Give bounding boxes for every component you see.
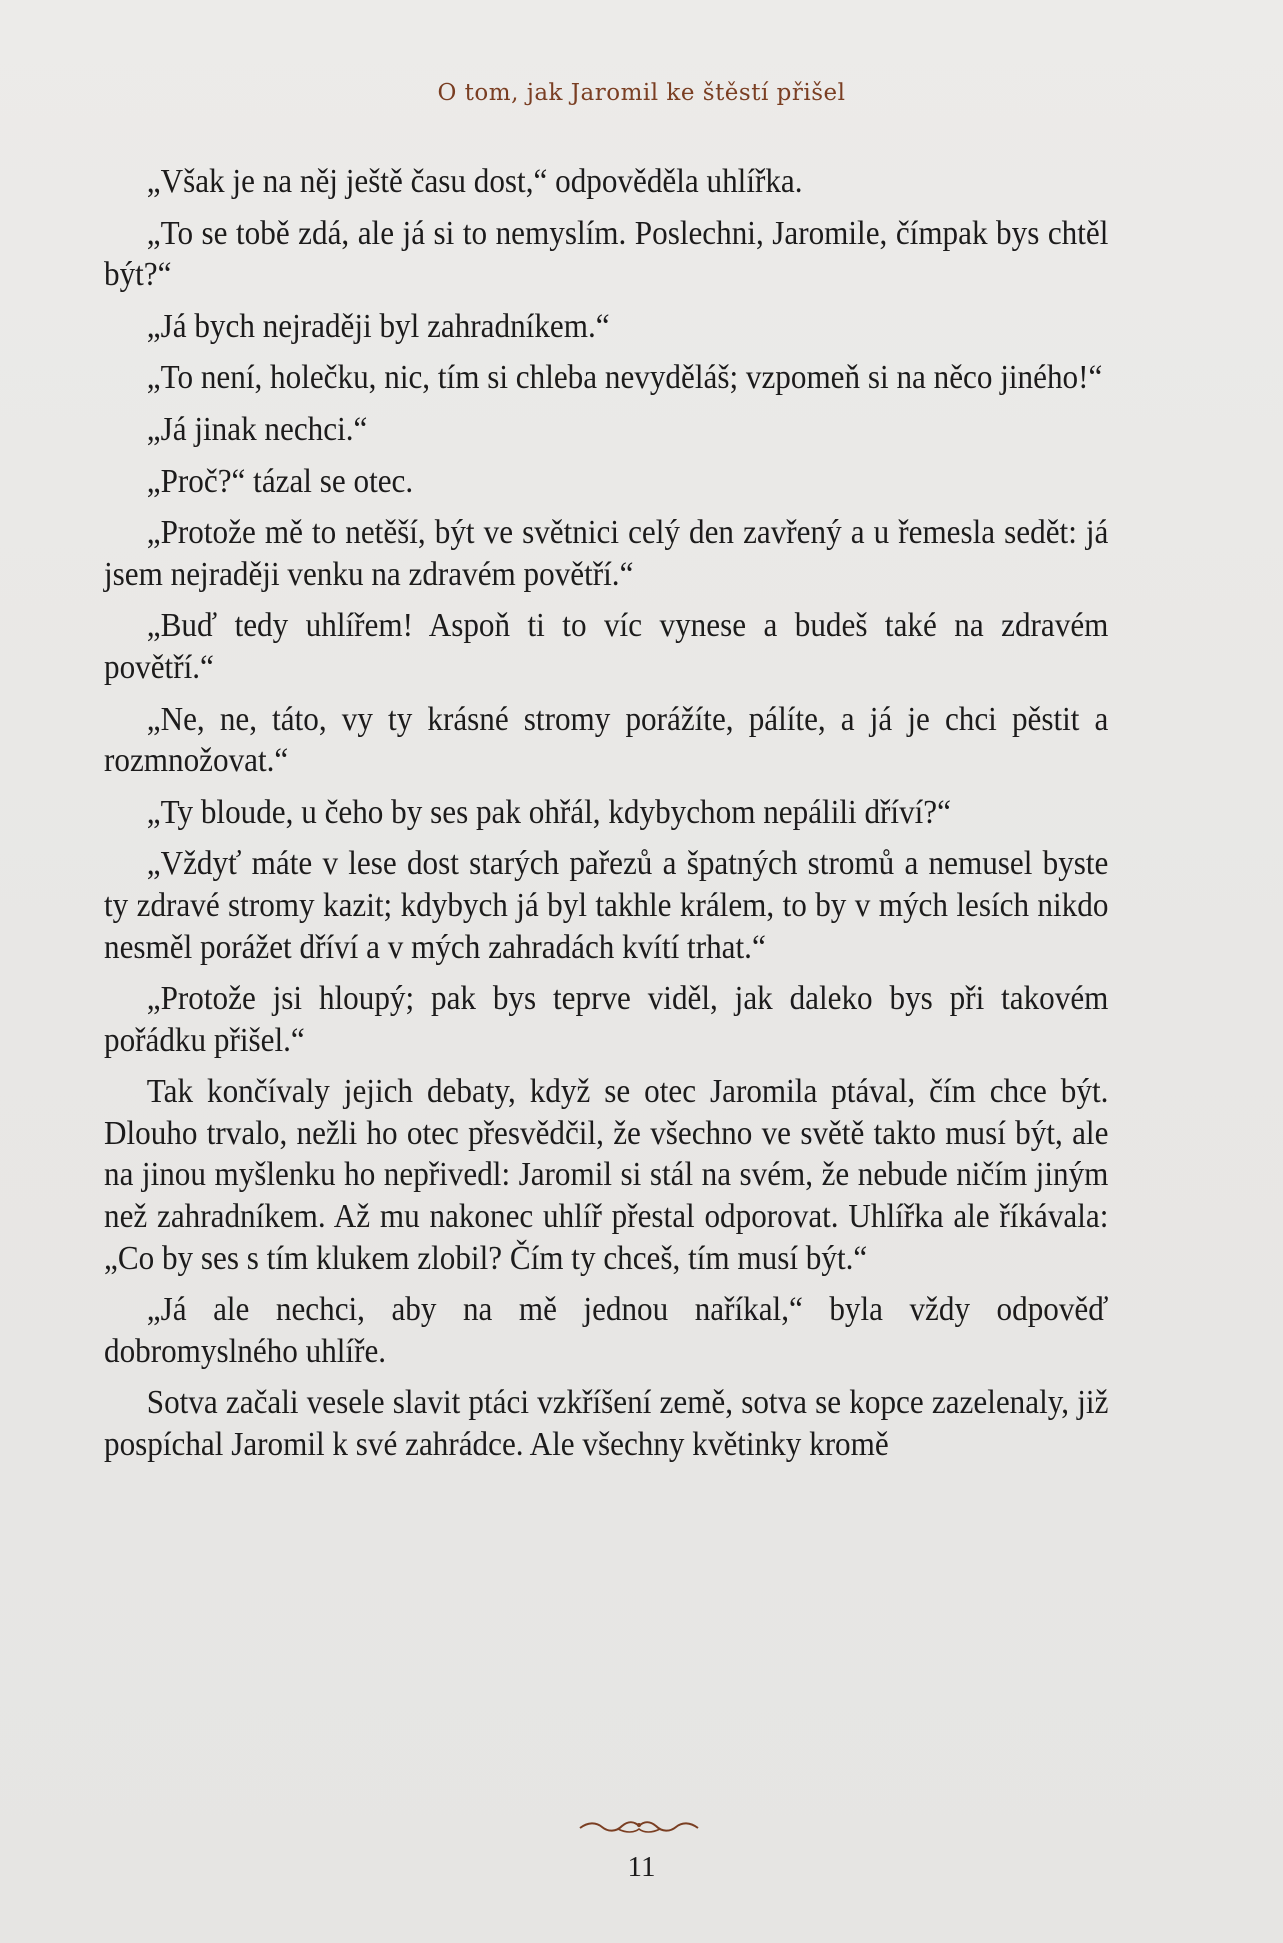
paragraph: „Protože jsi hloupý; pak bys teprve viděl, jak daleko bys při takovém pořádku přišel.“ — [104, 980, 1109, 1059]
paragraph: „Protože mě to netěší, být ve světnici celý den zavřený a u řemesla sedět: já jsem nejraději venku na zdravém povětří.“ — [104, 514, 1109, 593]
paragraph: „Ne, ne, táto, vy ty krásné stromy porážíte, pálíte, a já je chci pěstit a rozmnožovat.“ — [104, 700, 1109, 780]
paragraph: „To není, holečku, nic, tím si chleba nevyděláš; vzpomeň si na něco jiného!“ — [146, 359, 1103, 397]
paragraph: Tak končívaly jejich debaty, když se otec Jaromila ptával, čím chce být. Dlouho trvalo, nežli ho otec přesvědčil, že všechno ve světě takto musí být, ale na jinou myšlenku ho nepřivedl: Jaromil si stál na svém, že nebude ničím jiným než zahradníkem. Až mu nakonec uhlíř přestal odporovat. Uhlířka ale říkávala: „Co by ses s tím klukem zlobil? Čím ty chceš, tím musí být.“ — [104, 1073, 1109, 1277]
paragraph: „Buď tedy uhlířem! Aspoň ti to víc vynese a budeš také na zdravém povětří.“ — [104, 607, 1109, 686]
paragraph: Sotva začali vesele slavit ptáci vzkříšení země, sotva se kopce zazelenaly, již pospíchal Jaromil k své zahrádce. Ale všechny květinky kromě — [104, 1384, 1109, 1464]
paragraph: „Ty bloude, u čeho by ses pak ohřál, kdybychom nepálili dříví?“ — [146, 793, 951, 831]
paragraph: „Já bych nejraději byl zahradníkem.“ — [146, 307, 610, 345]
paragraph: „Však je na něj ještě času dost,“ odpověděla uhlířka. — [146, 163, 803, 200]
paragraph: „Proč?“ tázal se otec. — [146, 462, 414, 500]
running-header: O tom, jak Jaromil ke štěstí přišel — [437, 80, 846, 106]
paragraph: „Vždyť máte v lese dost starých pařezů a špatných stromů a nemusel byste ty zdravé stromy kazit; kdybych já byl takhle králem, to by v mých lesích nikdo nesměl porážet dříví a v mých zahradách kvítí trhat.“ — [104, 845, 1109, 966]
paragraph: „Já jinak nechci.“ — [146, 410, 368, 448]
page-number: 11 — [627, 1851, 656, 1883]
paragraph: „Já ale nechci, aby na mě jednou naříkal,“ byla vždy odpověď dobromyslného uhlíře. — [104, 1291, 1109, 1370]
flourish-ornament-icon — [578, 1820, 700, 1834]
body-text — [104, 161, 1108, 1476]
paragraph: „To se tobě zdá, ale já si to nemyslím. Poslechni, Jaromile, čímpak bys chtěl být?“ — [104, 214, 1109, 294]
